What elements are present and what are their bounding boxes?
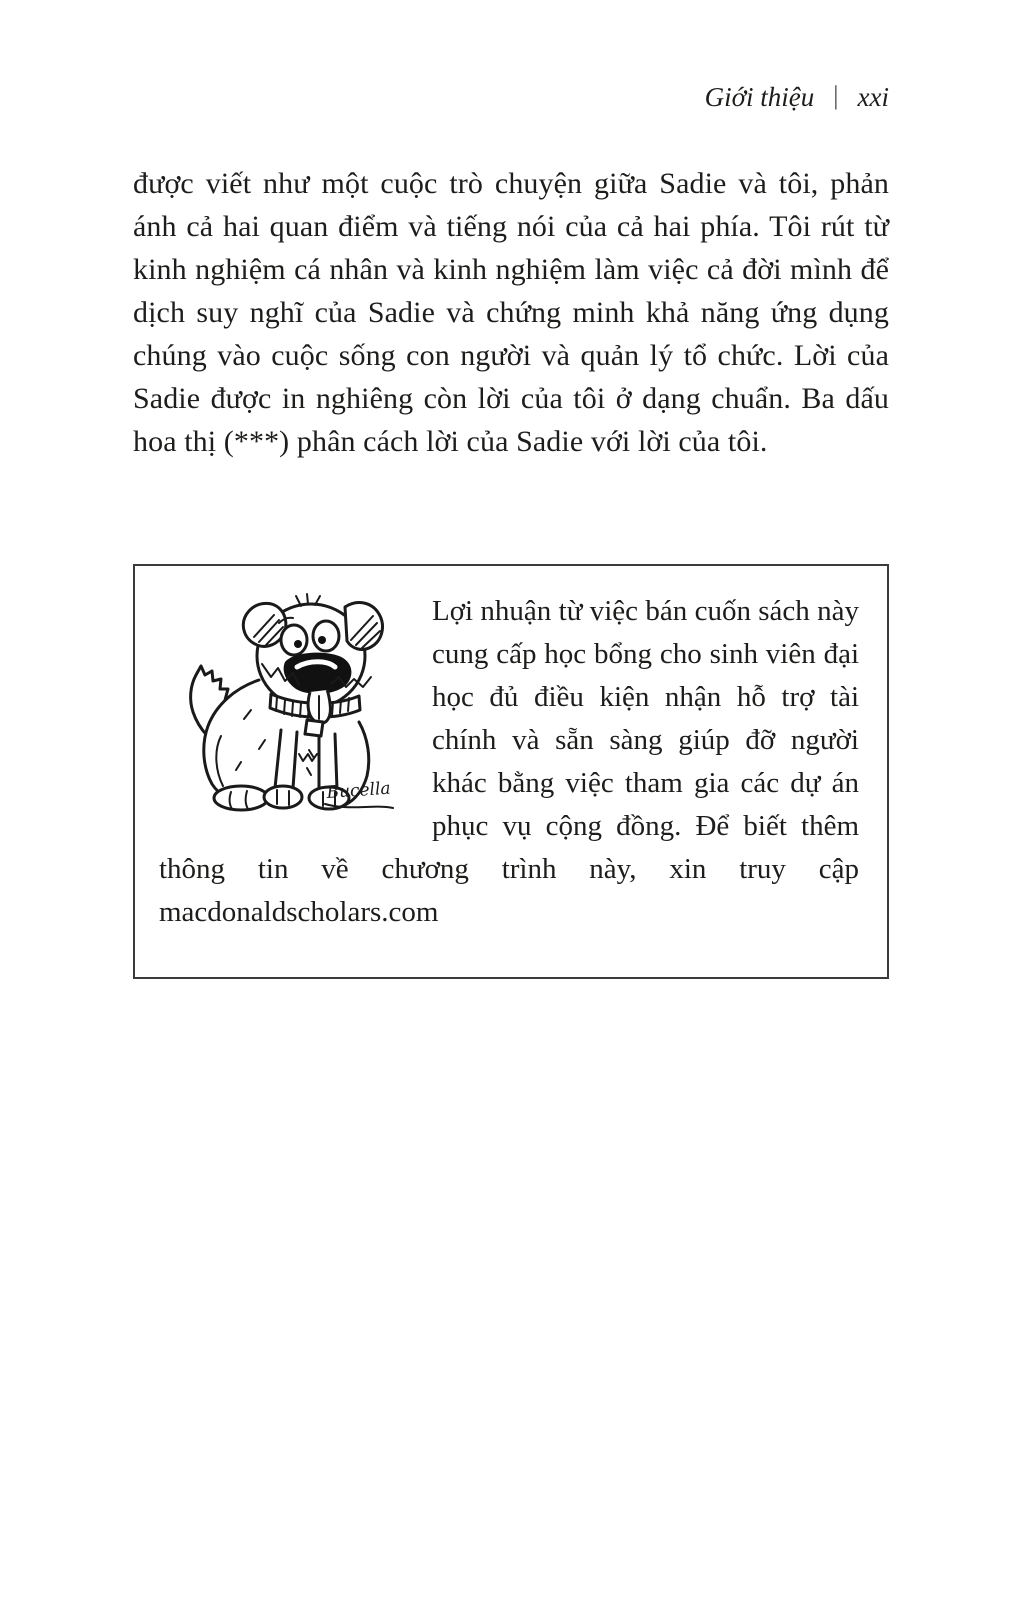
dog-eye-right xyxy=(313,621,339,651)
dog-hair-tuft xyxy=(296,594,320,606)
dog-hind-paw xyxy=(214,786,268,810)
artist-signature: Bucella xyxy=(325,778,392,803)
page-header xyxy=(133,80,889,115)
callout-text: Lợi nhuận từ việc bán cuốn sách này cung cấp học bổng cho sinh viên đại học đủ điều kiện nhận hỗ trợ tài chính và sẵn sàng giúp đỡ người khác bằng việc tham gia các dự án phục vụ cộng đồng. Để biết thêm thông tin về chương trình này, xin truy cập macdonaldscholars.com xyxy=(159,595,859,928)
dog-front-paw-left xyxy=(264,786,302,808)
scholarship-callout-box xyxy=(133,564,889,979)
body-paragraph: được viết như một cuộc trò chuyện giữa Sadie và tôi, phản ánh cả hai quan điểm và tiếng nói của cả hai phía. Tôi rút từ kinh nghiệm cá nhân và kinh nghiệm làm việc cả đời mình để dịch suy nghĩ của Sadie và chứng minh khả năng ứng dụng chúng vào cuộc sống con người và quản lý tổ chức. Lời của Sadie được in nghiêng còn lời của tôi ở dạng chuẩn. Ba dấu hoa thị (***) phân cách lời của Sadie với lời của tôi. xyxy=(133,167,889,458)
section-title: Giới thiệu xyxy=(704,82,815,112)
dog-cartoon-illustration xyxy=(159,592,414,827)
dog-eye-left xyxy=(281,625,307,655)
header-separator: | xyxy=(833,81,839,110)
dog-collar-tag xyxy=(305,720,323,736)
page-number: xxi xyxy=(857,82,889,112)
